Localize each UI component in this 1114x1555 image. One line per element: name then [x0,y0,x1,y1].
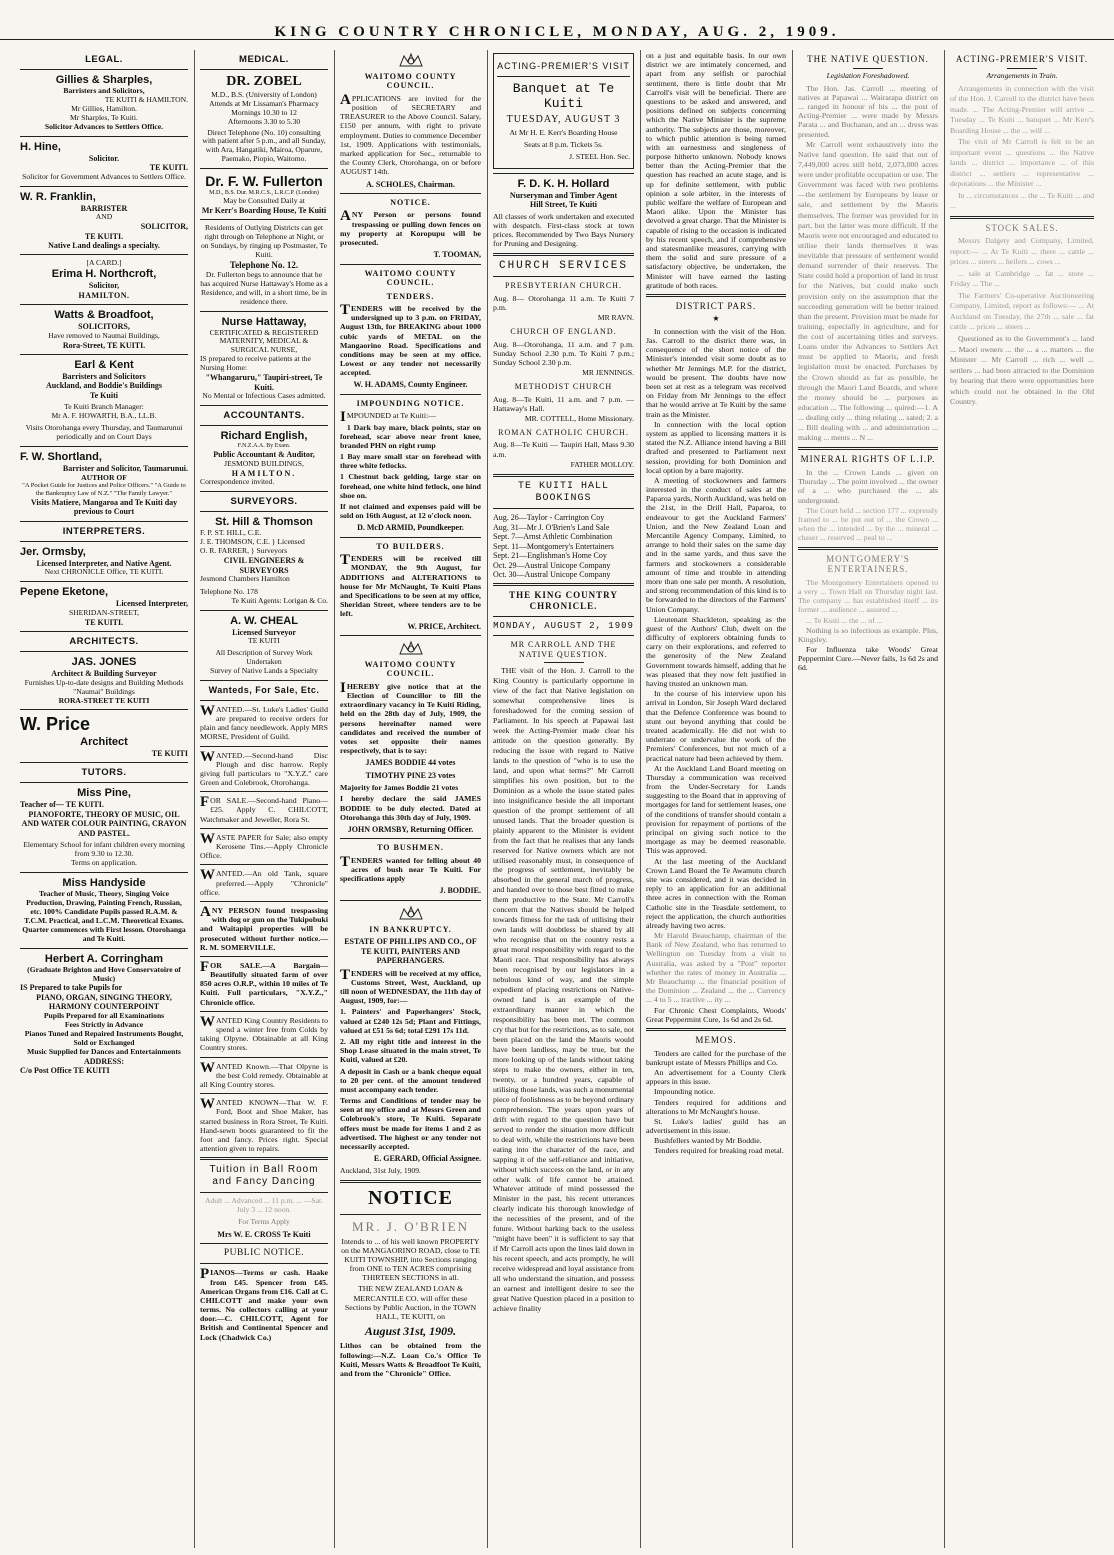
classified-ad: WANTED.—St. Luke's Ladies' Guild are prepared to receive orders for plain and fancy needlework. Apply MRS MORSE, President of Guild. [200,702,328,742]
paper-date: MONDAY, AUGUST 2, 1909 [493,620,634,631]
editorial-continued: on a just and equitable basis. In our own district we are intimately concerned, and apart from any selfish or parochial sentiment, there is little doubt that Mr Carroll's visit will be beneficial. There are questions to be asked and answered, and positions defined on subjects concerning which the Native Minister is the supreme authority. The subjects are those, moreover, to which public attention is being turned with an earnestness and singleness of purpose hitherto unknown. Nobody knows better than the Acting-Premier that the question has reached an acute stage, and is up for definite settlement, with public opinion a sole arbiter, in the interests of public welfare the welfare of European and Maori alike. Upon the Minister has devolved a great charge. That the Minister is capable of rising to the occasion is indicated by his recent speech, and if comprehensive and statesmanlike measures, carrying with them the solid and sure pressure of a satisfactory objective, be undertaken, the Minister will have earned the lasting gratitude of both races. [646,51,786,290]
ad-franklin: W. R. Franklin, BARRISTER AND SOLICITOR, TE KUITI. Native Land dealings a specialty. [20,190,188,250]
notice-body: 1 Chestnut back gelding, large star on forehead, one white hind fetlock, one hind shoe on. [340,472,481,500]
ad-tuition-faded: Adult ... Advanced ... 11 p.m. ... —Sat. July 3 ... 12 noon. [204,1195,324,1214]
classified-ad: WANTED.—An old Tank, square preferred.—Apply "Chronicle" office. [200,867,328,897]
news-paragraph: In connection with the local option system as applied to licensing matters it is stated the N.Z. Alliance intend having a Bill drafted and presented to Parliament next session, providing for both Dominion and local option by a bare majority. [646,419,786,475]
news-paragraph: Arrangements in connection with the visit of the Hon. J. Carroll to the district have been made. ... The Acting-Premier will arrive ... Tuesday ... Te Kuiti ... banquet ... Mr Kerr's Boarding House ... the ... will ... [950,83,1094,135]
classified-ad: FOR SALE.—Second-hand Piano—£25. Apply C. CHILCOTT, Watchmaker and Jeweller, Rora St. [200,794,328,824]
section-heading-district-pars: DISTRICT PARS. [675,300,757,311]
obrien-body: Lithos can be obtained from the following:—N.Z. Loan Co.'s Office Te Kuiti, Messrs Watts & Broadfoot Te Kuiti, and from the "Chronicle" Office. [340,1341,481,1378]
news-paragraph: At the Auckland Land Board meeting on Thursday a communication was received from the Under-Secretary for Lands suggesting to the Board that in approving of mortgages for land for settlement leases, one of the conditions of transfer should contain a provision for repayment of portions of the principal on giving such notice to the mortgage as may be deemed reasonable. This was approved. [646,763,786,856]
ad-st-hill-thomson: St. Hill & Thomson F. P. ST. HILL, C.E. J. E. THOMSON, C.E. } Licensed O. R. FARRER, } Surveyors CIVIL ENGINEERS & SURVEYORS Jesmond Chambers Hamilton Telephone No. 178 Te Kuiti Agents: Lorigan & Co. [200,516,328,605]
notice-heading: IMPOUNDING NOTICE. [356,398,465,408]
ad-banquet: ACTING-PREMIER'S VISIT Banquet at Te Kuiti TUESDAY, AUGUST 3 At Mr H. E. Kerr's Boarding House Seats at 8 p.m. Tickets 5s. J. STEEL Hon. Sec. [493,53,634,169]
native-question-subheading: Legislation Foreshadowed. [826,70,910,80]
crest-icon [340,640,481,656]
memo-item: Impounding notice. [654,1087,716,1097]
section-heading-mineral-rights: MINERAL RIGHTS OF L.I.P. [800,454,936,465]
classified-ad: WASTE PAPER for Sale; also empty Kerosene Tins.—Apply Chronicle Office. [200,830,328,861]
section-heading-memos: MEMOS. [695,1034,737,1045]
list-item: Sept. 11—Montgomery's Entertainers [493,541,614,551]
classified-ad: WANTED Known.—That Olpyne is the best Cold remedy. Obtainable at all King Country stores. [200,1059,328,1089]
section-heading-tutors: TUTORS. [81,767,127,779]
notice-signature: D. McD ARMID, Poundkeeper. [357,523,464,533]
news-paragraph: ... Te Kuiti ... the ... of ... [806,615,883,625]
paper-title: THE KING COUNTRY CHRONICLE. [509,590,618,611]
list-item: Aug. 31—Mr J. O'Brien's Land Sale [493,522,610,532]
notice-heading: NOTICE. [390,198,431,207]
ad-richard-english: Richard English, F.N.Z.A.A. By Exam. Public Accountant & Auditor, JESMOND BUILDINGS, HAMILTON. Correspondence invited. [200,430,315,487]
section-heading-interpreters: INTERPRETERS. [62,525,146,537]
section-heading-public-notice: PUBLIC NOTICE. [223,1248,305,1259]
ad-gillies-sharples: Gillies & Sharples, Barristers and Solicitors, TE KUITI & HAMILTON. Mr Gillies, Hamilton. Mr Sharples, Te Kuiti. Solicitor Advances to Settlers Office. [44,74,188,131]
notice-signature: J. BODDIE. [439,886,481,896]
notice-heading: TO BUSHMEN. [377,843,444,853]
ad-dr-fullerton: Dr. F. W. Fullerton M.D., B.S. Dur. M.R.C.S., L.R.C.P. (London) May be Consulted Daily at Mr Kerr's Boarding House, Te Kuiti Residents of Outlying Districts can get right through on Telephone at Night, or on Sundays, by ringing up Postmaster, Te Kuiti. Telephone No. 12. Dr. Fullerton begs to announce that he has acquired Nurse Hattaway's Home as a Residence, and will, in a short time, be in residence there. [200,173,328,306]
church-minister: MR RAVN. [597,313,634,323]
news-paragraph: At the last meeting of the Auckland Crown Land Board the Te Awamutu church site was considered, and it was decided in reply to an application for an additional three acres in connection with the Roman Catholic site in the Teasdale settlement, to reject the application, the church authorities already having two acres. [646,856,786,930]
news-paragraph: In connection with the visit of the Hon. Jas. Carroll to the district there was, in consequence of the short notice of the Minister's intended visit some doubt as to whether Mr Jennings M.P. for the district, would be present. The doubts have now been set at rest as a telegram was received on Friday from Mr Jennings to the effect that he would arrive at Te Kuiti by the same train as the Minister. [646,326,786,419]
notice-signature: JOHN ORMSBY, Returning Officer. [347,825,474,834]
ad-hine: H. Hine, Solicitor. TE KUITI. Solicitor for Government Advances to Settlers Office. [20,140,188,181]
news-paragraph: In ... circumstances ... the ... Te Kuiti ... and ... [950,190,1094,211]
news-paragraph: The Court held ... section 177 ... expressly framed to ... be put out of ... the Crown ... when the ... intended ... by the ... mineral ... chaser ... reserved ... peal to ... [798,505,938,543]
notice-body: TENDERS will be received by the undersigned up to 3 p.m. on FRIDAY, August 13th, for BREAKING about 1000 cubic yards of METAL on the Mangaorino Road. Specifications and conditions may be seen at my office. Lowest or any tender not necessarily accepted. [340,301,481,378]
news-paragraph: In the ... Crown Lands ... given on Thursday ... The point involved ... the owner of a ... who purchased the ... als underground. [798,468,938,505]
obrien-date: August 31st, 1909. [364,1324,457,1339]
notice-body: TENDERS will be received at my office, Customs Street, West, Auckland, up till noon of WEDNESDAY, the 11th day of August, 1909, for:— [340,966,481,1006]
column-legal [14,50,194,1550]
news-paragraph: The Farmers' Co-operative Auctioneering Company, Limited, report as follows:— ... At Auckland on Tuesday, the 27th ... sale ... fat cattle ... prices ... steers ... [950,290,1094,332]
notice-body: TIMOTHY PINE 23 votes [365,770,456,780]
news-paragraph: Mr Harold Beauchamp, chairman of the Bank of New Zealand, who has returned to Wellington on Tuesday from a visit to Australia, was asked by a "Post" reporter whether the rates of money in Australia ... Mr Beauchamp ... the financial position of the Dominion ... Zealand ... the ... Currency ... 4 to 5 ... tractive ... ity ... [646,931,786,1005]
notice-body: Terms and Conditions of tender may be seen at my office and at Messrs Green and Colebrook's store, Te Kuiti. Separate offers must be made for items 1 and 2 as advertised. The highest or any tender not necessarily accepted. [340,1096,481,1151]
ad-ormsby: Jer. Ormsby, Licensed Interpreter, and Native Agent. Next CHRONICLE Office, TE KUITI. [20,545,172,577]
memo-item: Bushfellers wanted by Mr Boddie. [654,1136,762,1146]
ad-w-price: W. Price Architect TE KUITI [20,714,188,758]
section-heading-church: CHURCH SERVICES [498,259,629,272]
section-heading-tuition: Tuition in Ball Room and Fancy Dancing [209,1164,319,1188]
church-service: Aug. 8—Te Kuiti — Taupiri Hall, Mass 9.30 a.m. [493,440,634,459]
ad-northcroft: [A CARD.] Erima H. Northcroft, Solicitor, HAMILTON. [51,258,157,300]
ad-tuition-cross: Mrs W. E. CROSS Te Kuiti [217,1229,311,1239]
notice-body: If not claimed and expenses paid will be sold on 16th August, at 12 o'clock noon. [340,502,481,521]
ad-hollard: F. D. K. H. Hollard Nurseryman and Timber Agent Hill Street, Te Kuiti All classes of work undertaken and executed with despatch. First-class stock at town prices. Recommended by Two Bays Nursery for Pruning and Designing. [493,177,634,249]
ad-corringham: Herbert A. Corringham (Graduate Brighton and Hove Conservatoire of Music) IS Prepared to take Pupils for PIANO, ORGAN, SINGING THEORY, HARMONY COUNTERPOINT Pupils Prepared for all Examinations Fees Strictly in Advance Pianos Tuned and Repaired Instruments Bought, Sold or Exchanged Music Supplied for Dances and Entertainments ADDRESS: C/o Post Office TE KUITI [20,952,184,1075]
column-medical [194,50,334,1550]
obrien-heading: MR. J. O'BRIEN [351,1219,470,1235]
memo-item: Tenders are called for the purchase of the bankrupt estate of Messrs Phillips and Co. [646,1048,786,1067]
big-notice-heading: NOTICE [368,1186,453,1209]
section-heading-wanteds: Wanteds, For Sale, Etc. [208,685,320,696]
notice-body: ANY Person or persons found trespassing or pulling down fences on my property at Koropupu will be prosecuted. [340,208,481,247]
ad-miss-handyside: Miss Handyside Teacher of Music, Theory, Singing Voice Production, Drawing, Painting French, Russian, etc. 100% Candidate Pupils passed R.A.M. & T.C.M. Practical, and L.C.M. Theoretical Exams. Quarter commences with First lesson. Otorohanga and Te Kuiti. [22,876,186,943]
classified-ad: WANTED.—Second-hand Disc Plough and disc harrow. Reply giving full particulars to "X.Y.Z." care Green and Colebrook, Otorohanga. [200,748,328,788]
notice-signature: T. TOOMAN, [433,250,481,260]
classified-ad: ANY PERSON found trespassing with dog or gun on the Tukipobuki and Waitapipi properties will be prosecuted without further notice.—R. M. SOMERVILLE. [200,903,328,952]
news-paragraph: Messrs Dalgety and Company, Limited, report:— ... At Te Kuiti ... there ... cattle ... prices ... steers ... heifers ... cows ... [950,236,1094,267]
notice-heading: WAITOMO COUNTY COUNCIL. [364,660,457,679]
list-item: Aug. 26—Taylor - Carrington Coy [493,513,605,523]
list-item: Oct. 30—Austral Unicope Company [493,569,611,579]
notice-signature: E. GERARD, Official Assignee. [373,1154,481,1164]
section-heading-accountants: ACCOUNTANTS. [223,410,305,422]
notice-heading: WAITOMO COUNTY COUNCIL. [364,268,457,288]
list-item: Sept. 7—Arnst Athletic Combination [493,532,613,542]
news-paragraph: ... sale at Cambridge ... fat ... store ... Friday ... The ... [950,268,1094,289]
notice-heading: IN BANKRUPTCY. [369,924,452,934]
ad-miss-pine: Miss Pine, Teacher of— TE KUITI. PIANOFORTE, THEORY OF MUSIC, OIL AND WATER COLOUR PAINTING, CRAYON AND PASTEL. Elementary School for infant children every morning from 9.30 to 12.30. Terms on application. [20,787,187,867]
star-icon: ★ [712,314,720,324]
church-service: Aug. 8—Te Kuiti, 11 a.m. and 7 p.m. —Hattaway's Hall. [493,394,634,413]
ad-shortland: F. W. Shortland, Barrister and Solicitor, Taumarunui. AUTHOR OF "A Pocket Guide for Justices and Police Officers." "A Guide to the Bankruptcy Law of N.Z." "The Family Lawyer." Visits Matiere, Mangaroa and Te Kuiti day previous to Court [20,451,188,517]
section-heading-acting-premier: ACTING-PREMIER'S VISIT. [955,54,1089,64]
masthead-title: KING COUNTRY CHRONICLE, MONDAY, AUG. 2, 1909. [274,24,840,40]
notice-body: 1 Dark bay mare, black points, star on forehead, scar above near front knee, branded PHN on right rump [340,422,481,450]
crest-icon [340,52,481,68]
notice-body: 1. Painters' and Paperhangers' Stock, valued at £240 12s 5d; Plant and Fittings, valued at £51 5s 6d; total £291 17s 11d. [340,1007,481,1035]
ad-dr-zobel: DR. ZOBEL M.D., B.S. (University of London) Attends at Mr Lissaman's Pharmacy Mornings 10.30 to 12 Afternoons 3.30 to 5.30 Direct Telephone (No. 10) consulting with patient after 5 p.m., and all Sunday, with Ara, Hangatiki, Mairoa, Oparure, Paemako, Piopio, Waitomo. [202,74,326,164]
news-paragraph: Questioned as to the Government's ... land ... Maori owners ... the ... a ... matters ... the Minister ... Mr Carroll ... rich ... well ... settlers ... had been attracted to the Dominion by hearing that there were opportunities here which could not be obtained in the Old Country. [950,334,1094,407]
church-minister: MR JENNINGS. [582,368,634,378]
church-heading: ROMAN CATHOLIC CHURCH. [498,427,629,437]
column-acting-premier [944,50,1100,1550]
ad-earl-kent: Earl & Kent Barristers and Solicitors Auckland, and Boddie's Buildings Te Kuiti Te Kuiti Branch Manager: Mr A. F. HOWARTH, B.A., LL.B. Visits Otorohanga every Thursday, and Taumarunui periodically and on Court Days [25,359,183,442]
ad-cheal: A. W. CHEAL Licensed Surveyor TE KUITI All Description of Survey Work Undertaken Survey of Native Lands a Specialty [210,614,318,676]
column-native-question [792,50,944,1550]
ad-watts-broadfoot: Watts & Broadfoot, SOLICITORS, Have removed to Naumai Buildings, Rora-Street, TE KUITI. [48,309,160,350]
ad-eketone: Pepene Eketone, Licensed Interpreter, SHERIDAN-STREET, TE KUITI. [20,586,188,627]
notice-body: ESTATE OF PHILLIPS AND CO., OF TE KUITI, PAINTERS AND PAPERHANGERS. [344,937,477,966]
notice-signature: W. H. ADAMS, County Engineer. [353,380,468,390]
notice-heading: TO BUILDERS. [376,541,445,551]
column-visit-church [487,50,640,1550]
church-heading: CHURCH OF ENGLAND. [510,327,617,337]
section-heading-architects: ARCHITECTS. [69,636,139,647]
news-paragraph: In the course of his interview upon his arrival in London, Sir Joseph Ward declared that the Defence Conference was bound to stunt out beyond anything that could be treated academically. He did not wish to underrate or undervalue the work of the Premiers' Conferences, but not much of a practical nature had been achieved by them. [646,689,786,763]
notice-body: TENDERS wanted for felling about 40 acres of bush near Te Kuiti. For specifications apply [340,853,481,884]
ad-pianos: PIANOS—Terms or cash. Haake from £45. Spencer from £45. American Organs from £16. Call at C. CHILCOTT and make your own terms. No collectors calling at your door.—C. CHILCOTT, Agent for British and Continental Spencer and Lock (Chadwick Co.) [200,1266,328,1342]
news-paragraph: Mr Carroll went exhaustively into the Native land question. He said that out of 7,449,000 acres still held, 2,073,000 acres were under profitable occupation or use. The Government was faced with two problems—the settlement by Europeans by lease or sale, and settlement by the Maoris themselves. The former was provided for in part, but the latter was more difficult. If the Maoris were not encouraged and educated to utilise their lands themselves it was inevitable that pressure of settlement would demand surrender of their reserves. The State could hold a proportion of land in trust for the Natives, but could make such provision only on the assumption that the succeeding generation will be better trained than the present. Provision must be made for training, especially in agriculture, and for the cost of ascertaining titles and surveys. Loans under the Advances to Settlers Act must be applied to Maoris, and fresh legislation must be enacted. Purchases by the Crown should as far as possible, be through the Maori Land Boards, and where the money should be ... purposes as education ... The following ... quired:—1. A ... dealing only ... thing relating ... sated; 2. a ... Bill dealing with ... and administration ... making ... ments ... N ... [798,139,938,443]
church-service: Aug. 8— Otorohanga 11 a.m. Te Kuiti 7 p.m. [493,293,634,313]
news-paragraph: The Hon. Jas. Carroll ... meeting of natives at Papawai ... Wairarapa district on ... ranged in honour of his ... the post of Acting-Premier ... were made by Messrs Parata ... and Buchanan, and an ... dress was presented. [798,83,938,139]
memo-item: St. Luke's ladies' guild has an advertisement in this issue. [646,1116,786,1136]
classified-ad: WANTED KNOWN—That W. F. Ford, Boot and Shoe Maker, has started business in Rora Street, Te Kuiti. Hand-sewn boots guaranteed to fit the foot and fancy. Prices right. Special attention given to repairs. [200,1096,328,1154]
church-heading: PRESBYTERIAN CHURCH. [505,281,622,291]
classified-ad: FOR SALE.—A Bargain—Beautifully situated farm of over 850 acres O.R.P., within 10 miles of Te Kuiti. Full particulars, "X.Y.Z.," Chronicle office. [200,958,328,1007]
notice-body: 2. All my right title and interest in the Shop Lease situated in the main street, Te Kuiti, valued at £20. [340,1036,481,1065]
notice-body: JAMES BODDIE 44 votes [365,758,456,768]
list-item: Oct. 29—Austral Unicope Company [493,560,611,570]
notice-body: A deposit in Cash or a bank cheque equal to 20 per cent. of the amount tendered must accompany each tender. [340,1066,481,1094]
ad-nurse-hattaway: Nurse Hattaway, CERTIFICATED & REGISTERED MATERNITY, MEDICAL & SURGICAL NURSE, IS prepared to receive patients at the Nursing Home: "Whangaruru," Taupiri-street, Te Kuiti. No Mental or Infectious Cases admitted. [200,315,326,401]
news-paragraph: Lieutenant Shackleton, speaking as the guest of the Authors' Club, dwelt on the difficulty of explorers obtaining funds to carry on their explorations, and referred to the generosity of the New Zealand Government towards himself, adding that he was pleased that they now felt justified in having trusted an unknown man. [646,614,786,689]
column-district-pars [640,50,792,1550]
section-heading-surveyors: SURVEYORS. [230,496,298,508]
notice-date: Auckland, 31st July, 1909. [340,1165,421,1175]
notice-body: IMPOUNDED at Te Kuiti:— [340,409,437,426]
list-item: Sept. 21—Englishman's Home Coy [493,551,607,561]
news-paragraph: For Influenza take Woods' Great Peppermint Cure.—Never fails, 1s 6d 2s and 6d. [798,645,938,673]
editorial-heading: MR CARROLL AND THE NATIVE QUESTION. [510,640,617,659]
notice-body: APPLICATIONS are invited for the position of SECRETARY and TREASURER to the Above Council. Salary, £150 per annum, with right to private employment. Duties to commence December 1st, 1909. Applications with testimonials, marked application for Sec., returnable to the County Clerk, Otorohanga, on or before AUGUST 14th. [340,91,481,177]
notice-heading: WAITOMO COUNTY COUNCIL. [364,72,457,91]
hall-bookings-list [493,513,634,579]
notice-body: I hereby declare the said JAMES BODDIE to be duly elected. Dated at Otorohanga this 30th day of July, 1909. [340,794,481,822]
ad-tuition-terms: For Terms Apply [238,1216,290,1226]
notice-body: Majority for James Boddie 21 votes [340,783,459,793]
notice-signature: W. PRICE, Architect. [407,621,481,631]
news-paragraph: The visit of Mr Carroll is felt to be an important event ... questions ... the Native lands ... district ... importance ... of this district ... settlers ... representative ... deputations ... the Minister ... [950,137,1094,189]
column-notices [334,50,487,1550]
news-paragraph: A meeting of stockowners and farmers interested in the conduct of sales at the Paparoa yards, North Auckland, was held on the 21st, in the Drill Hall, Paparoa, to endeavour to get the Auckland Farmers' Union, and the New Zealand Loan and Mercantile Agency Company, Limited, to arrange to hold their sales on the same day and in the same yards, and thus save the farmers and stockowners a considerable amount of time and trouble in attending more than one sale per month. A resolution, and strong recommendation of this kind is to be forwarded to the directors of the Farmers' Union Company. [646,475,786,614]
classified-ad: WANTED King Country Residents to spend a winter free from Colds by taking Olpyne. Obtainable at all King Country stores. [200,1013,328,1053]
section-heading-stock-sales: STOCK SALES. [985,222,1059,233]
memo-item: An advertisement for a County Clerk appears in this issue. [646,1067,786,1087]
church-minister: FATHER MOLLOY. [570,459,634,469]
section-heading-montgomery: MONTGOMERY'S ENTERTAINERS. [826,553,910,575]
editorial-body: THE visit of the Hon. J. Carroll to the King Country is particularly opportune in view of the fact that Native legislation on somewhat comprehensive lines is foreshadowed for the coming session of Parliament. In his speech at Papawai last week the Acting-Premier made clear his attitude on the question generally. By reducing the issue with regard to Native lands to the question of "who is to use the land, and upon what terms?" Mr Carroll simplifies his own position, but to the Dominion as a whole the issue stated pales into insignificance beside the all important question of the prompt settlement of all unused lands. That the broader question is plainly apparent to the Minister is evident from the fact that he realises that any lands reserved for Native owners which are not utilised reasonably must, in consequence of the progress of settlement, inevitably be absorbed in the general march of progress, and handed over to those best fitted to make them productive to the State. Mr Carroll's concern that the Natives should be helped towards fitness for the task of utilising their own lands will doubtless be shared by all who recognise that on the country rests a great moral responsibility with regard to the Maori race. That responsibility has always been recognised by our legislators in a nebulous kind of way, and the simple expedient of placing restrictions on Native-owned land is an example of the extraordinary manner in which the responsibility has been met. The common cry that but for the restrictions, as to sale, not been placed on the land the Maoris would have been landless, may be true, but the more looking up of the lands without taking steps to make the owners, either in ten, twenty, or a hundred years, capable of utilising those lands, was such a monumental piece of foolishness as to be beyond ordinary comprehension. The years upon years of drift with regard to the question have but served to render the situation more difficult to deal with, while the restrictions have been eating into the character of the race, and sapping it of the self-reliance and initiative, without which success on the land, or in any other walk of life cannot be attained. Whatever attitude of mind possessed the Minister in the past, his recent utterances clearly indicate his thorough knowledge of the necessities of the present, and of the future. Without harking back to the useless "might have been" it is sufficient to say that if Mr Carroll acts upon the lines laid down in his recent speech, and acts promptly, he will receive widespread and loyal assistance from all who understand the situation, and possess an earnest and intelligent desire to see the great Native Question placed in a position to achieve finality [493,666,634,1314]
memo-item: Tenders required for additions and alterations to Mr McNaught's house. [646,1097,786,1116]
notice-body: 1 Bay mare small star on forehead with three white fetlocks. [340,452,481,471]
obrien-body: Intends to ... of his well known PROPERTY on the MANGAORINO ROAD, close to TE KUITI TOWNSHIP, into Sections ranging from ONE to TEN ACRES comprising THIRTEEN SECTIONS in all. [341,1236,480,1283]
acting-premier-subheading: Arrangements in Train. [986,70,1058,80]
notice-heading: TENDERS. [386,291,435,301]
section-heading-hall-bookings: TE KUITI HALL BOOKINGS [517,480,609,504]
obrien-body: THE NEW ZEALAND LOAN & MERCANTILE CO. will offer these Sections by Public Auction, in the TOWN HALL, TE KUITI, on [344,1284,477,1321]
church-heading: METHODIST CHURCH [514,382,613,392]
church-minister: MR. COTTELL, Home Missionary. [524,414,634,424]
news-paragraph: The Montgomery Entertainers opened to a very ... Town Hall on Thursday night last. The company ... has established itself ... its former ... audience ... assured ... [798,577,938,615]
news-paragraph: Nothing is so infectious as example. Plus, Kingsley. [798,625,938,644]
church-service: Aug. 8—Otorohanga, 11 a.m. and 7 p.m. Sunday School 2.30 p.m. Te Kuiti 7 p.m.; Sunday School 2.30 p.m. [493,339,634,368]
masthead [0,0,1114,40]
section-heading-native-question: THE NATIVE QUESTION. [807,54,929,64]
section-heading-medical: MEDICAL. [239,54,289,65]
section-heading-legal: LEGAL. [85,54,123,65]
notice-body: IHEREBY give notice that at the Election of Councillor to fill the extraordinary vacancy in Te Kuiti Riding, held on the 28th day of July, 1909, the persons hereinafter named were candidates and received the number of votes set opposite their names respectively, that is to say: [340,679,481,756]
notice-body: TENDERS will be received till MONDAY, the 9th August, for ADDITIONS and ALTERATIONS to house for Mr McNaught, Te Kuiti Plans and Specifications to be seen at my office, Sheridan Street, where tenders are to be left. [340,552,481,619]
notice-signature: A. SCHOLES, Chairman. [366,179,455,189]
news-paragraph: For Chronic Chest Complaints, Woods' Great Peppermint Cure, 1s 6d and 2s 6d. [646,1005,786,1024]
memo-item: Tenders required for breaking road metal. [654,1146,784,1156]
ad-jas-jones: JAS. JONES Architect & Building Surveyor Furnishes Up-to-date designs and Building Methods "Naumai" Buildings RORA-STREET TE KUITI [24,656,184,705]
crest-icon [340,905,481,921]
